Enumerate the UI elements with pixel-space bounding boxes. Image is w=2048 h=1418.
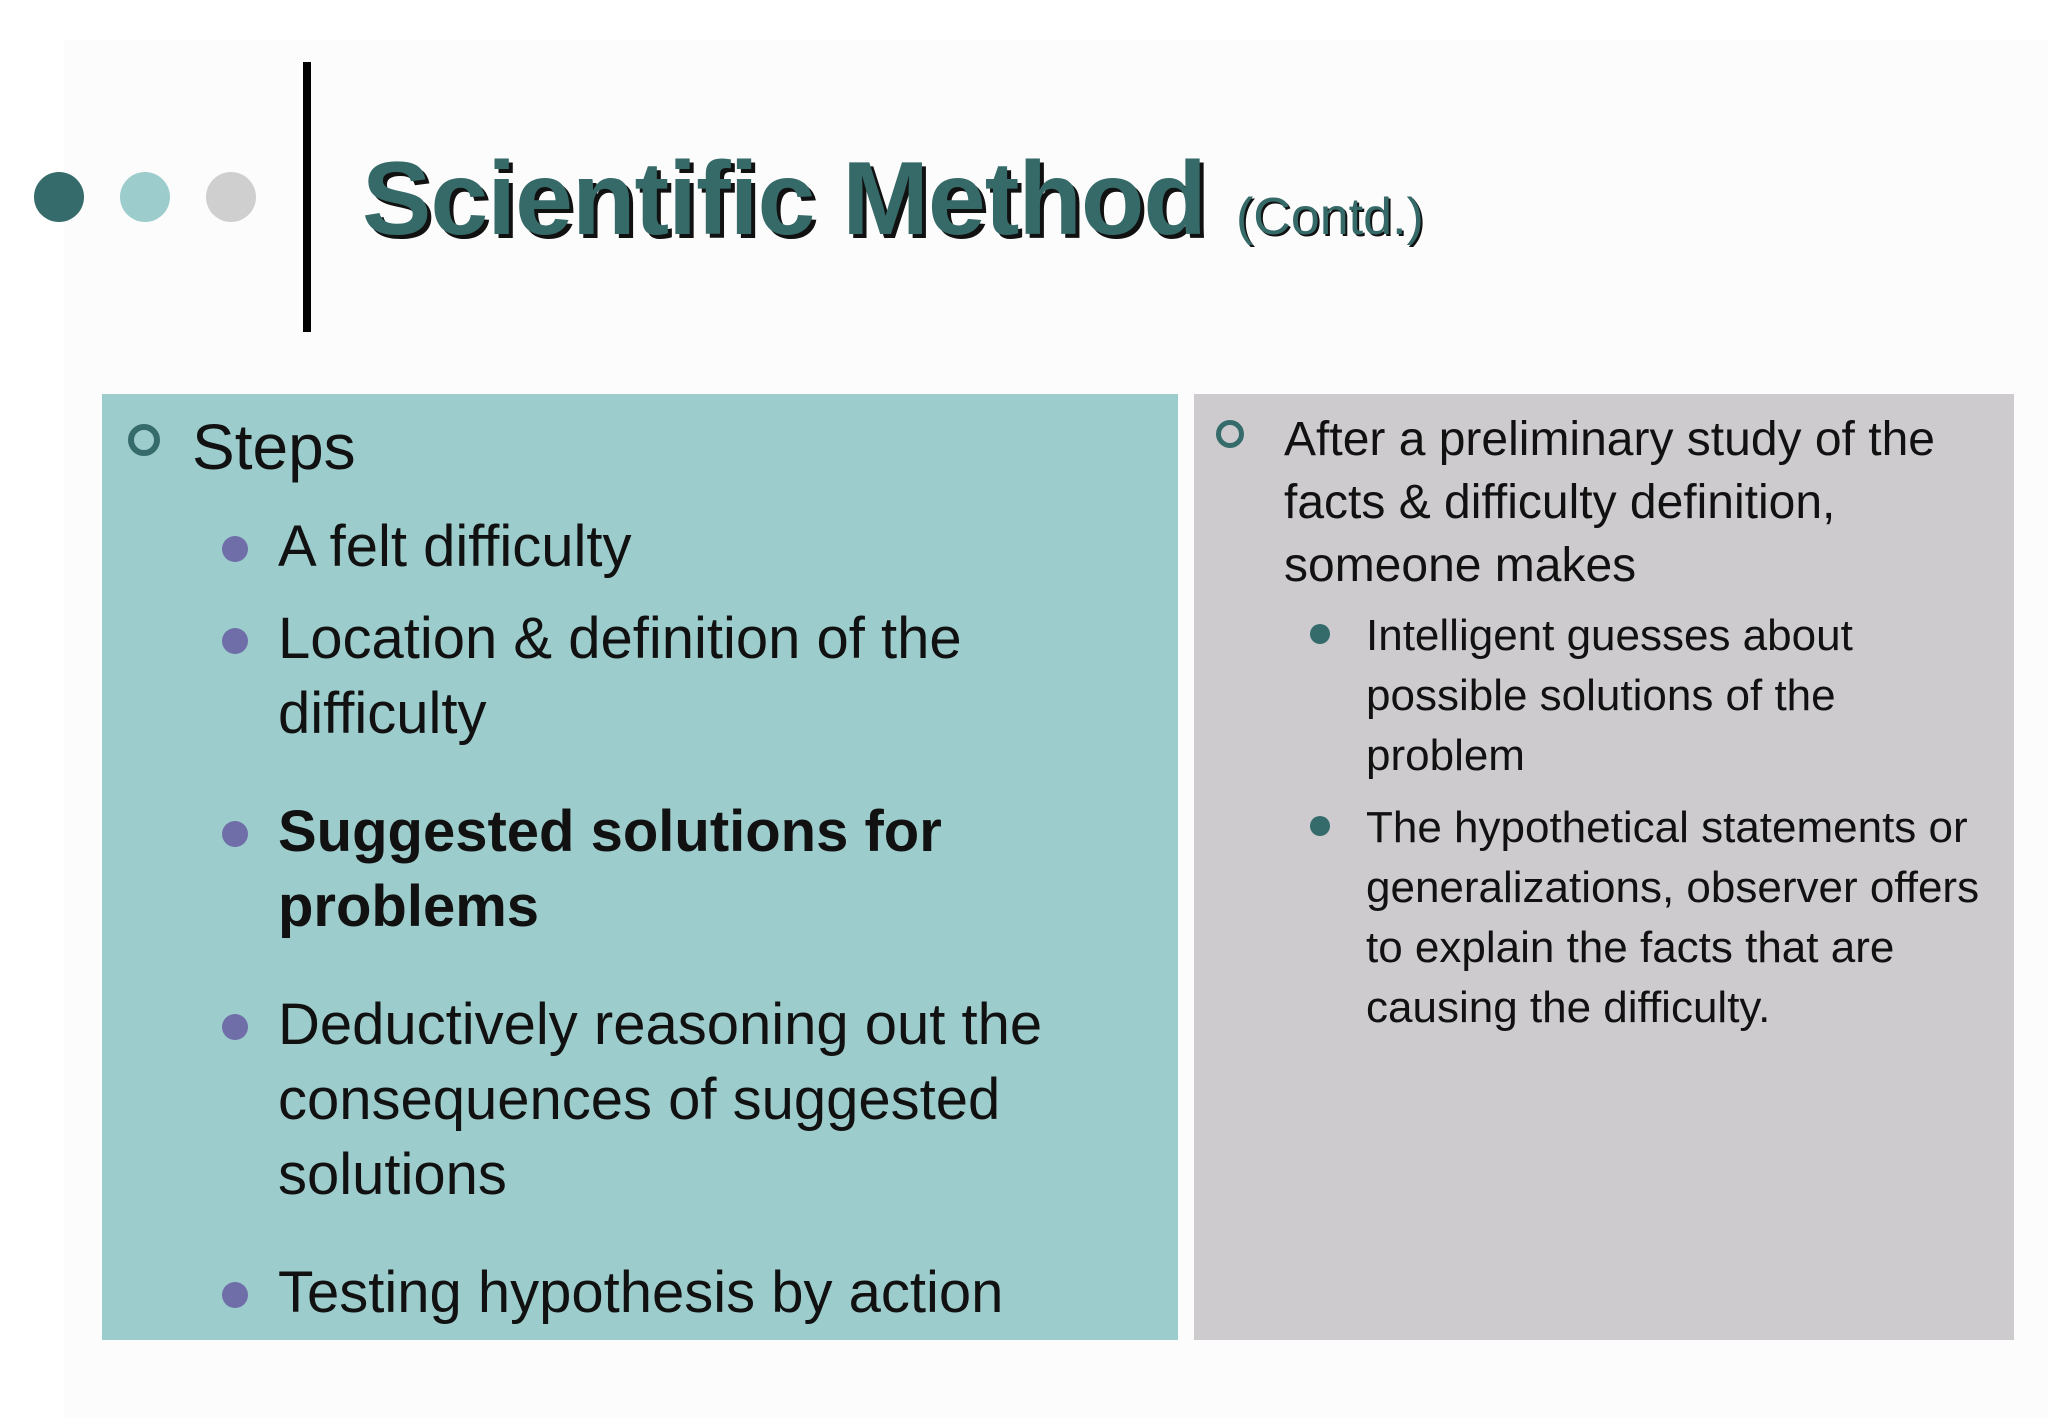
steps-list bbox=[102, 394, 1178, 1340]
bullet-dot-icon bbox=[222, 536, 248, 562]
slide-title bbox=[362, 140, 1424, 259]
list-item-text: Location & definition of the difficulty bbox=[278, 606, 962, 746]
list-item-text: Intelligent guesses about possible solutions of the problem bbox=[1366, 611, 1853, 780]
list-item bbox=[222, 601, 1158, 751]
list-item bbox=[222, 987, 1158, 1212]
decorative-dot-grey bbox=[206, 172, 256, 222]
title-divider bbox=[303, 62, 311, 332]
ring-bullet-icon bbox=[1216, 420, 1244, 448]
bullet-dot-icon bbox=[1310, 624, 1330, 644]
list-item bbox=[1310, 606, 2000, 786]
steps-heading: Steps bbox=[192, 411, 356, 483]
list-item-text: Deductively reasoning out the consequences of suggested solutions bbox=[278, 992, 1043, 1207]
decorative-dot-dark bbox=[34, 172, 84, 222]
list-item-text: Testing hypothesis by action bbox=[278, 1260, 1004, 1325]
list-item bbox=[222, 794, 1158, 944]
list-item bbox=[222, 509, 1158, 584]
hypothesis-intro: After a preliminary study of the facts & difficulty definition, someone makes bbox=[1284, 413, 1935, 592]
list-item-text: A felt difficulty bbox=[278, 514, 632, 579]
list-item bbox=[222, 1255, 1158, 1330]
bullet-dot-icon bbox=[1310, 816, 1330, 836]
slide-title-suffix: (Contd.) bbox=[1235, 188, 1424, 246]
bullet-dot-icon bbox=[222, 821, 248, 847]
list-item bbox=[1310, 798, 2000, 1038]
decorative-dot-light bbox=[120, 172, 170, 222]
bullet-dot-icon bbox=[222, 1282, 248, 1308]
slide-title-main: Scientific Method bbox=[362, 141, 1206, 257]
bullet-dot-icon bbox=[222, 1014, 248, 1040]
steps-panel bbox=[102, 394, 1178, 1340]
list-item-text: Suggested solutions for problems bbox=[278, 799, 942, 939]
bullet-dot-icon bbox=[222, 628, 248, 654]
hypothesis-panel bbox=[1194, 394, 2014, 1340]
list-item-text: The hypothetical statements or generalizations, observer offers to explain the facts that are causing the difficulty. bbox=[1366, 803, 1980, 1032]
